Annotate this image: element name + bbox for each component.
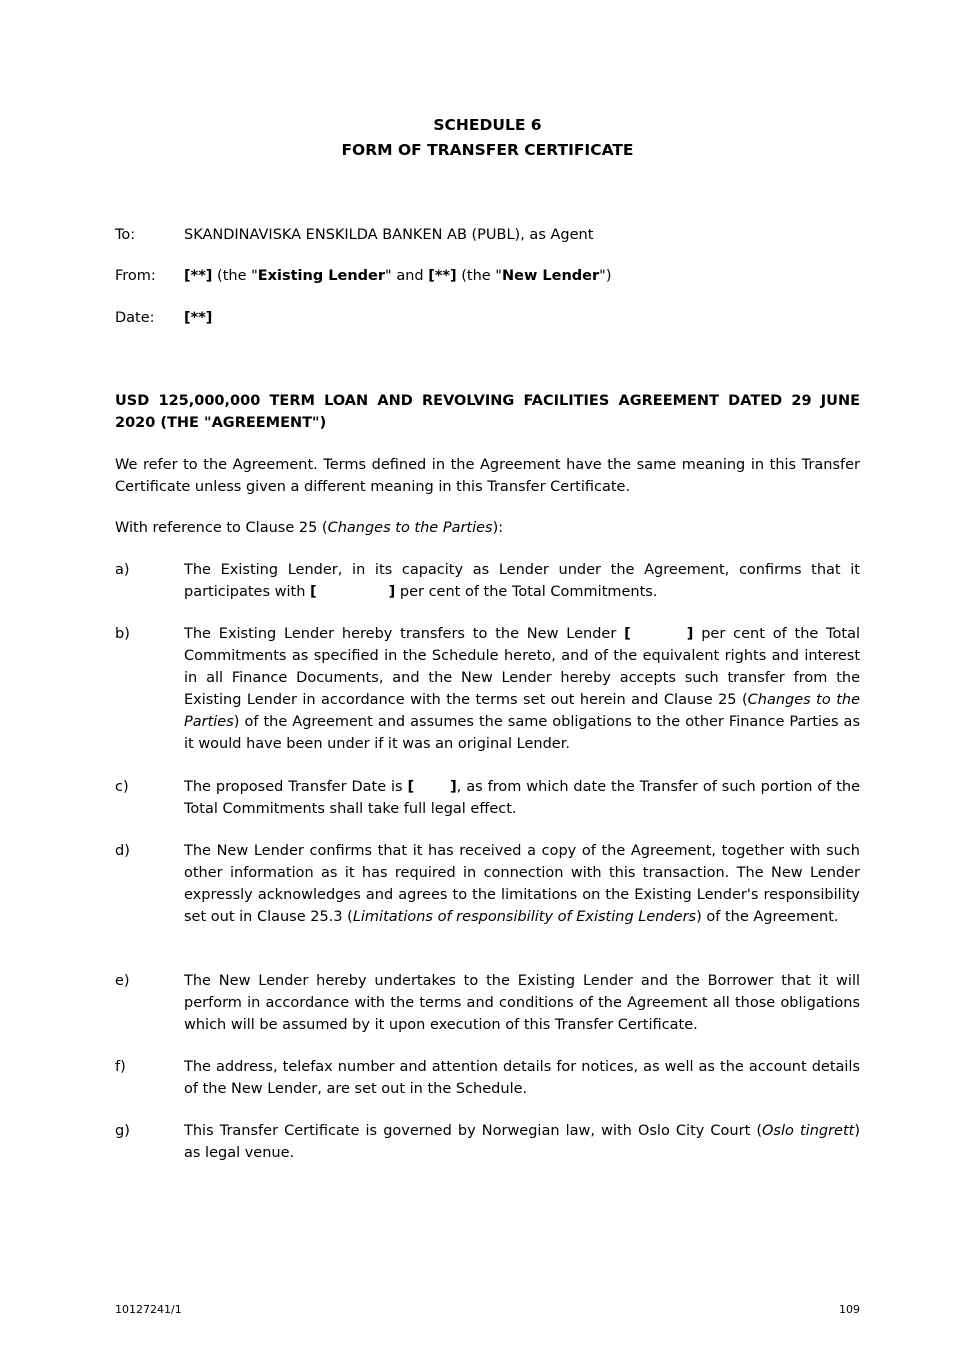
item-text: [184, 840, 860, 928]
item-b-text-1: The Existing Lender hereby transfers to the New Lender: [184, 626, 625, 642]
item-a-bracket-open: [: [310, 584, 317, 600]
schedule-title: FORM OF TRANSFER CERTIFICATE: [341, 141, 634, 159]
item-letter: b): [115, 626, 130, 642]
schedule-number: SCHEDULE 6: [433, 116, 542, 134]
item-letter: g): [115, 1123, 130, 1139]
reference-text-2: ):: [492, 520, 504, 536]
from-text-3: (the ": [456, 268, 502, 284]
date-label: Date:: [115, 310, 155, 326]
item-text: [184, 623, 860, 755]
item-text: The New Lender hereby undertakes to the Existing Lender and the Borrower that it will perform in accordance with the terms and conditions of the Agreement all those obligations which will be assumed by it upon execution of this Transfer Certificate.: [184, 973, 860, 1033]
date-value: [**]: [184, 310, 213, 326]
from-placeholder-2: [**]: [428, 268, 457, 284]
item-c-bracket-close: ]: [450, 779, 457, 795]
item-text: [184, 776, 860, 820]
item-b-clause-title: Changes to the Parties: [184, 692, 860, 730]
document-id: 10127241/1: [115, 1303, 182, 1316]
item-a-text-1: The Existing Lender, in its capacity as Lender under the Agreement, confirms that it participates with: [184, 562, 860, 600]
item-d-clause-title: Limitations of responsibility of Existing Lenders: [352, 909, 697, 925]
from-text-1: (the ": [212, 268, 258, 284]
reference-clause-title: Changes to the Parties: [327, 520, 493, 536]
item-text: The address, telefax number and attention details for notices, as well as the account details of the New Lender, are set out in the Schedule.: [184, 1059, 860, 1097]
item-letter: e): [115, 973, 130, 989]
item-b-text-2: per cent of the Total Commitments as specified in the Schedule hereto, and of the equivalent rights and interest in all Finance Documents, and the New Lender hereby accepts such transfer from the Existing Lender in accordance with the terms set out herein and Clause 25 (: [184, 626, 860, 708]
item-c-bracket-open: [: [407, 779, 415, 795]
item-b-text-3: ) of the Agreement and assumes the same obligations to the other Finance Parties as it would have been under if it was an original Lender.: [184, 714, 860, 752]
item-a-text-2: per cent of the Total Commitments.: [395, 584, 658, 600]
page-number: 109: [839, 1303, 860, 1316]
to-label: To:: [115, 227, 136, 243]
item-c-text-1: The proposed Transfer Date is: [184, 779, 408, 795]
from-placeholder-1: [**]: [184, 268, 213, 284]
item-g-text-1: This Transfer Certificate is governed by Norwegian law, with Oslo City Court (: [184, 1123, 763, 1139]
item-text: [184, 1120, 860, 1164]
item-g-court-name: Oslo tingrett: [762, 1123, 855, 1139]
new-lender-term: New Lender: [501, 268, 600, 284]
from-label: From:: [115, 268, 156, 284]
intro-paragraph: We refer to the Agreement. Terms defined in the Agreement have the same meaning in this Transfer Certificate unless given a different meaning in this Transfer Certificate.: [115, 457, 860, 495]
item-b-bracket-close: ]: [686, 626, 694, 642]
item-d-text-2: ) of the Agreement.: [696, 909, 839, 925]
existing-lender-term: Existing Lender: [257, 268, 386, 284]
reference-text-1: With reference to Clause 25 (: [115, 520, 328, 536]
from-text-2: " and: [385, 268, 429, 284]
from-text-4: "): [599, 268, 612, 284]
to-value: SKANDINAVISKA ENSKILDA BANKEN AB (PUBL), as Agent: [184, 227, 594, 243]
item-a-bracket-close: ]: [388, 584, 396, 600]
agreement-heading: USD 125,000,000 TERM LOAN AND REVOLVING FACILITIES AGREEMENT DATED 29 JUNE 2020 (THE "AGREEMENT"): [115, 393, 860, 431]
item-letter: c): [115, 779, 129, 795]
from-value: [184, 265, 860, 287]
reference-paragraph: [115, 517, 860, 539]
item-letter: a): [115, 562, 130, 578]
item-letter: d): [115, 843, 130, 859]
item-b-bracket-open: [: [624, 626, 631, 642]
item-d-text-1: The New Lender confirms that it has received a copy of the Agreement, together with such other information as it has required in connection with this transaction. The New Lender expressly acknowledges and agrees to the limitations on the Existing Lender's responsibility set out in Clause 25.3 (: [184, 843, 860, 925]
item-g-text-2: ) as legal venue.: [184, 1123, 861, 1161]
item-letter: f): [115, 1059, 126, 1075]
item-c-text-2: , as from which date the Transfer of such portion of the Total Commitments shall take full legal effect.: [184, 779, 860, 817]
item-text: [184, 559, 860, 603]
